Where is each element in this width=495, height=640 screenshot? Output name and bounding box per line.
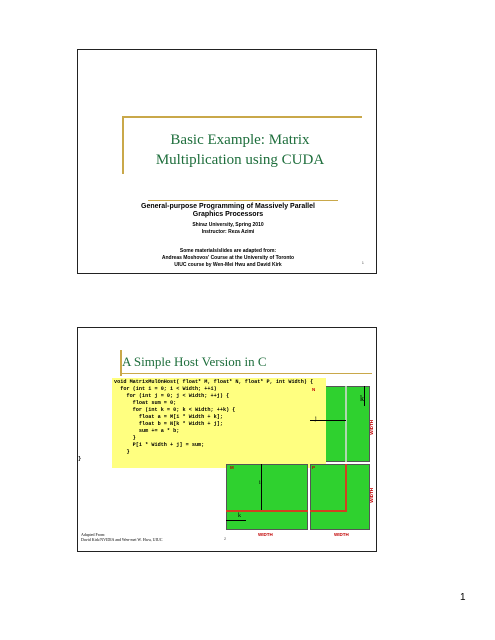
- n-width-label: WIDTH: [369, 420, 374, 435]
- code-line: float a = M[i * Width + k];: [114, 414, 223, 420]
- matrix-n-label: N: [312, 387, 316, 392]
- p-width-label: WIDTH: [369, 488, 374, 503]
- code-line: float b = N[k * Width + j];: [114, 421, 223, 427]
- k-label-top: k: [360, 394, 364, 403]
- page-number: 1: [460, 592, 466, 603]
- k-label-bottom: k: [238, 513, 241, 519]
- credit-line-1: Adapted From:: [81, 532, 106, 537]
- adapted-line-3: UIUC course by Wen-Mei Hwu and David Kirk: [174, 262, 282, 268]
- matrix-m-label: M: [230, 465, 234, 470]
- title-rule-horizontal: [120, 373, 372, 374]
- k-arrow-bottom: [226, 520, 246, 521]
- code-line: for (int k = 0; k < Width; ++k) {: [114, 407, 236, 413]
- code-line: }: [114, 435, 136, 441]
- code-line: sum += a * b;: [114, 428, 180, 434]
- code-line: float sum = 0;: [114, 400, 177, 406]
- slide-1: [77, 49, 377, 274]
- m-width-label: WIDTH: [258, 532, 273, 537]
- adapted-line-1: Some materials/slides are adapted from:: [179, 248, 277, 254]
- code-line: }: [78, 456, 82, 462]
- code-line: P[i * Width + j] = sum;: [114, 442, 205, 448]
- subtitle: [78, 203, 378, 219]
- subtitle-rule: [148, 200, 338, 201]
- code-block: [78, 378, 326, 468]
- code-line: }: [114, 449, 130, 455]
- k-arrow-top: [364, 386, 365, 406]
- subtitle-line-2: Graphics Processors: [192, 211, 264, 218]
- i-arrow: [261, 464, 262, 510]
- credit: [81, 532, 162, 542]
- slide-1-title: [124, 130, 356, 170]
- title-rule-horizontal: [122, 116, 362, 118]
- title-line-2: Multiplication using CUDA: [155, 152, 325, 168]
- university: Shiraz University, Spring 2010: [192, 222, 264, 228]
- p-width-label-bottom: WIDTH: [334, 532, 349, 537]
- title-line-1: Basic Example: Matrix: [170, 132, 310, 148]
- adapted-from: [78, 248, 378, 269]
- matrix-p: [310, 464, 370, 530]
- slide-number: 2: [224, 536, 227, 541]
- slide-2-title: A Simple Host Version in C: [122, 354, 267, 369]
- credit-line-2: David Kirk/NVIDIA and Wen-mei W. Hwu, UIUC: [81, 537, 163, 542]
- subtitle-line-1: General-purpose Programming of Massively Parallel: [141, 203, 315, 210]
- adapted-line-2: Andreas Moshovos' Course at the University of Toronto: [161, 255, 295, 261]
- n-column-highlight: [345, 386, 347, 462]
- slide-2: [77, 327, 377, 552]
- code-line: for (int i = 0; i < Width; ++i): [114, 386, 217, 392]
- code-line: void MatrixMulOnHost( float* M, float* N, float* P, int Width) {: [114, 379, 314, 385]
- m-row-highlight: [226, 510, 308, 512]
- course-info: [78, 222, 378, 236]
- matrix-p-label: P: [312, 465, 316, 470]
- instructor: Instructor: Reza Azimi: [201, 229, 255, 235]
- code-line: for (int j = 0; j < Width; ++j) {: [114, 393, 230, 399]
- p-row-highlight: [310, 510, 346, 512]
- j-label: j: [315, 416, 317, 422]
- p-column-highlight: [345, 464, 347, 512]
- j-arrow: [310, 420, 346, 421]
- slide-number: 1: [361, 260, 364, 265]
- i-label: i: [259, 480, 261, 486]
